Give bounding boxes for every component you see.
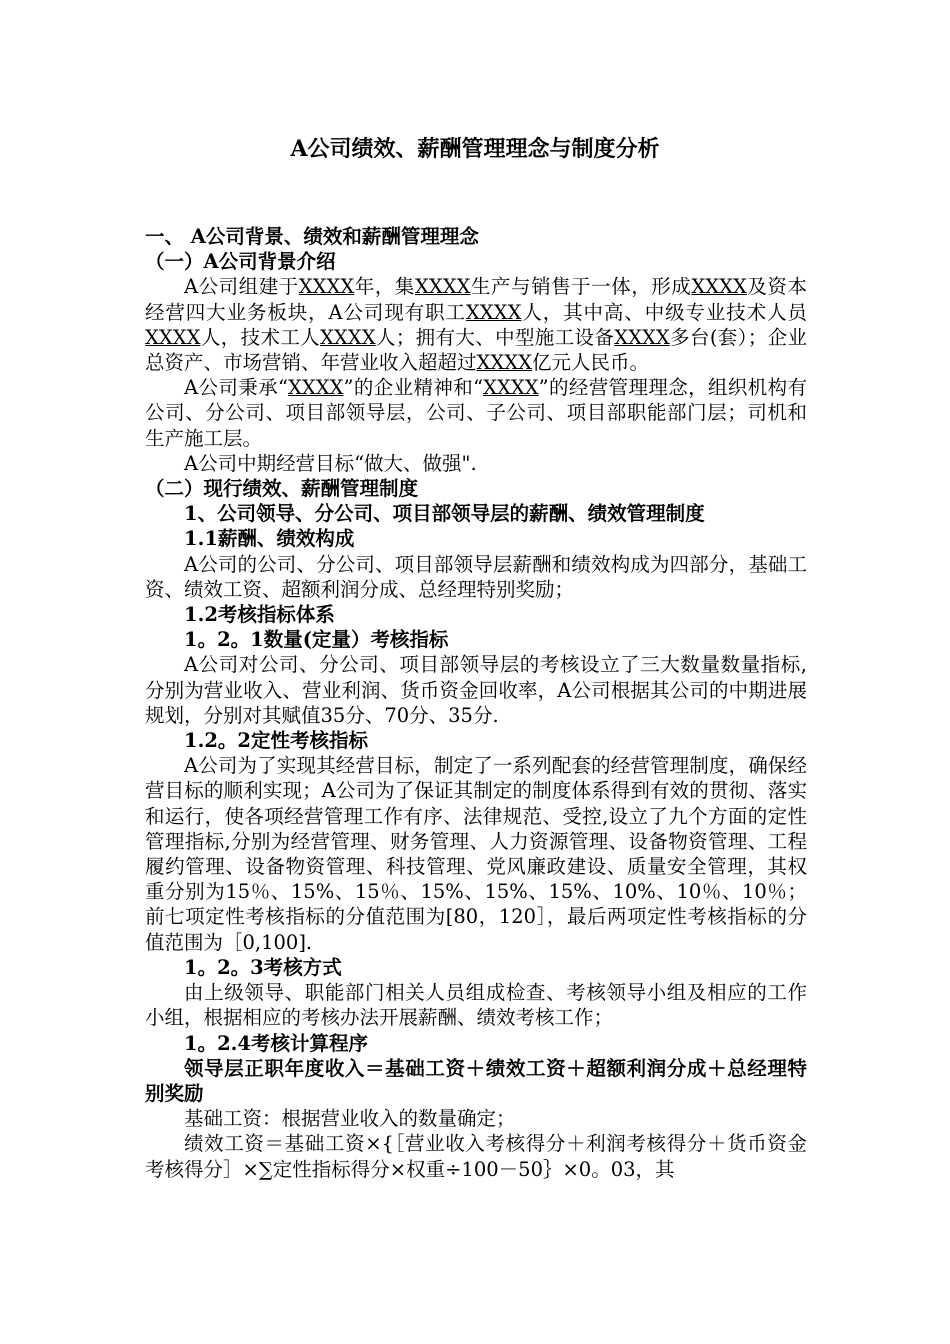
heading-1-2-3: 1。2。3考核方式 (184, 955, 342, 979)
paragraph-salary-composition: A公司的公司、分公司、项目部领导层薪酬和绩效构成为四部分，基础工资、绩效工资、超额利润分成、总经理特别奖励； (145, 552, 807, 601)
heading-1-2-2: 1.2。2定性考核指标 (184, 729, 368, 753)
subsection-heading-current-system: （二）现行绩效、薪酬管理制度 (145, 477, 419, 501)
heading-1-2-1: 1。2。1数量(定量）考核指标 (184, 628, 449, 652)
document-body (145, 224, 807, 1182)
paragraph-company-philosophy: A公司秉承“XXXX”的企业精神和“XXXX”的经营管理理念，组织机构有公司、分公司、项目部领导层，公司、子公司、项目部职能部门层；司机和生产施工层。 (145, 376, 807, 450)
heading-1: 1、公司领导、分公司、项目部领导层的薪酬、绩效管理制度 (184, 502, 705, 526)
paragraph-income-formula: 领导层正职年度收入＝基础工资＋绩效工资＋超额利润分成＋总经理特别奖励 (145, 1056, 807, 1105)
paragraph-company-background: A公司组建于XXXX年，集XXXX生产与销售于一体，形成XXXX及资本经营四大业务板块，A公司现有职工XXXX人，其中高、中级专业技术人员XXXX人，技术工人XXXX人；拥有大、中型施工设备XXXX多台(套）；企业总资产、市场营销、年营业收入超超过XXXX亿元人民币。 (145, 275, 807, 375)
section-heading-1: 一、 A公司背景、绩效和薪酬管理理念 (145, 225, 479, 248)
heading-1-2: 1.2考核指标体系 (184, 603, 335, 627)
subsection-heading-background: （一）A公司背景介绍 (145, 250, 336, 274)
paragraph-qualitative-indicators: A公司为了实现其经营目标，制定了一系列配套的经营管理制度，确保经营目标的顺利实现；A公司为了保证其制定的制度体系得到有效的贯彻、落实和运行，使各项经营管理工作有序、法律规范、受控,设立了九个方面的定性管理指标,分别为经营管理、财务管理、人力资源管理、设备物资管理、工程履约管理、设备物资管理、科技管理、党风廉政建设、质量安全管理，其权重分别为15％、15%、15％、15%、15%、15%、10%、10％、10％；前七项定性考核指标的分值范围为[80，120］，最后两项定性考核指标的分值范围为［0,100]. (145, 754, 807, 954)
document-title: A公司绩效、薪酬管理理念与制度分析 (290, 136, 660, 162)
paragraph-mid-term-goal: A公司中期经营目标“做大、做强". (184, 451, 477, 475)
heading-1-1: 1.1薪酬、绩效构成 (184, 527, 355, 551)
heading-1-2-4: 1。2.4考核计算程序 (184, 1031, 368, 1055)
paragraph-base-salary: 基础工资：根据营业收入的数量确定； (184, 1107, 516, 1131)
paragraph-assessment-method: 由上级领导、职能部门相关人员组成检查、考核领导小组及相应的工作小组，根据相应的考核办法开展薪酬、绩效考核工作； (145, 981, 807, 1030)
paragraph-performance-salary: 绩效工资＝基础工资×{［营业收入考核得分＋利润考核得分＋货币资金考核得分］×∑定性指标得分×权重÷100－50｝×0。03，其 (145, 1132, 807, 1181)
paragraph-quantitative-indicators: A公司对公司、分公司、项目部领导层的考核设立了三大数量数量指标,分别为营业收入、营业利润、货币资金回收率，A公司根据其公司的中期进展规划，分别对其赋值35分、70分、35分. (145, 653, 807, 727)
